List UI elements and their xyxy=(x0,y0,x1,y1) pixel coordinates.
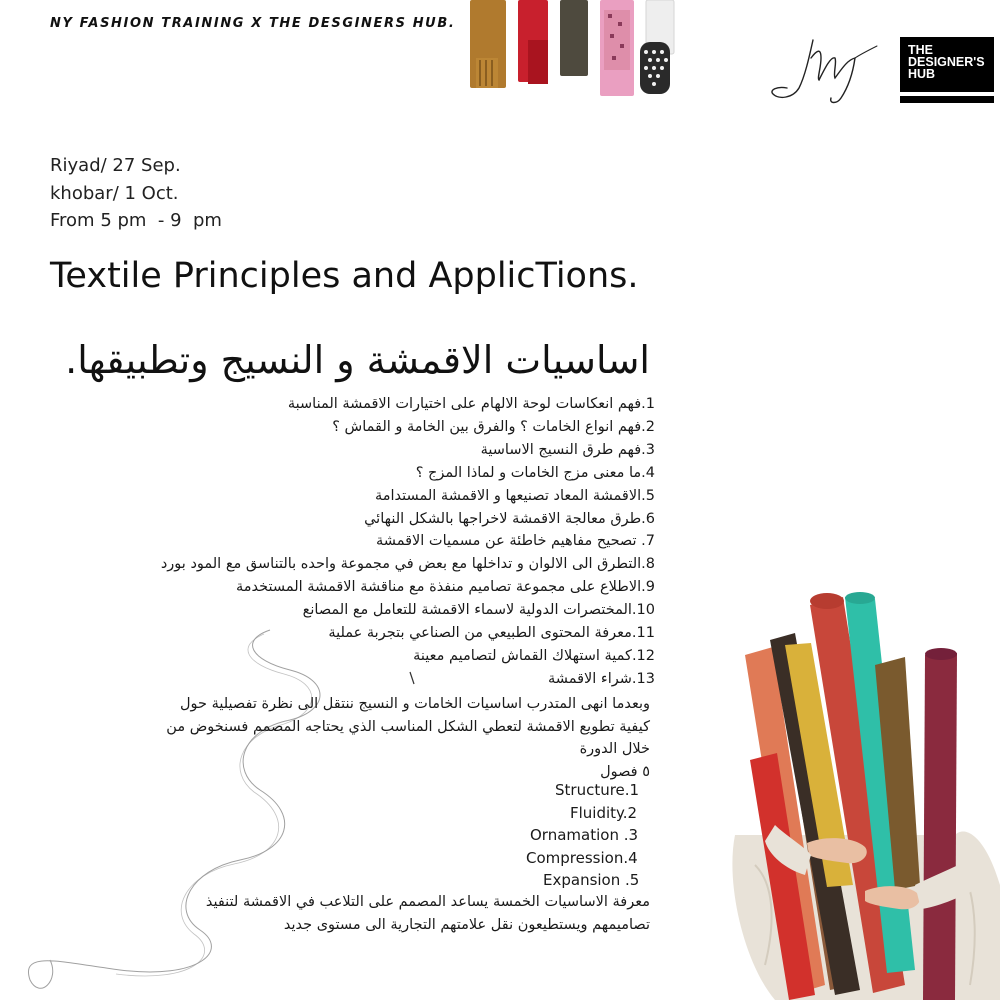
list-item: 9.الاطلاع على مجموعة تصاميم منفذة مع مناقشة الاقمشة المستخدمة xyxy=(236,579,655,596)
course-title-english: Textile Principles and ApplicTions. xyxy=(50,256,639,296)
list-item: 8.التطرق الى الالوان و تداخلها مع بعض في مجموعة واحده بالتناسق مع المود بورد xyxy=(160,556,655,573)
topics-list xyxy=(95,393,655,691)
closing-line: معرفة الاساسيات الخمسة يساعد المصمم على التلاعب في الاقمشة لتنفيذ xyxy=(205,894,650,910)
course-description xyxy=(130,693,650,783)
chapter-item: Fluidity.2 xyxy=(570,804,638,822)
fabric-swatches-image xyxy=(462,0,678,100)
swatch-grey xyxy=(560,0,588,76)
list-item: 5.الاقمشة المعاد تصنيعها و الاقمشة المستدامة xyxy=(374,487,655,504)
paragraph-line: كيفية تطويع الاقمشة لتعطي الشكل المناسب الذي يحتاجه المصمم فسنخوض من xyxy=(166,718,650,735)
event-schedule xyxy=(50,152,222,235)
list-item: 7. تصحيح مفاهيم خاطئة عن مسميات الاقمشة xyxy=(375,533,655,550)
closing-line: تصاميمهم ويستطيعون نقل علامتهم التجارية الى مستوى جديد xyxy=(283,917,650,933)
chapter-item: Ornamation .3 xyxy=(530,826,639,844)
list-item: 13.شراء الاقمشة xyxy=(548,670,655,687)
list-item: 4.ما معنى مزج الخامات و لماذا المزج ؟ xyxy=(415,464,655,481)
list-item: 12.كمية استهلاك القماش لتصاميم معينة xyxy=(413,647,655,664)
event-time: From 5 pm - 9 pm xyxy=(50,210,222,231)
course-title-arabic: اساسيات الاقمشة و النسيج وتطبيقها. xyxy=(65,338,650,382)
chapter-item: Expansion .5 xyxy=(543,871,640,889)
list-item: 2.فهم انواع الخامات ؟ والفرق بين الخامة و القماش ؟ xyxy=(332,418,655,435)
chapters-heading: ٥ فصول xyxy=(600,763,650,780)
paragraph-line: خلال الدورة xyxy=(579,741,650,757)
roll-burgundy xyxy=(923,653,957,1000)
paragraph-line: وبعدما انهى المتدرب اساسيات الخامات و النسيج ننتقل الى نظرة تفصيلية حول xyxy=(180,696,650,712)
chapter-item: Structure.1 xyxy=(555,781,640,799)
fabric-rolls-photo xyxy=(715,585,1000,1000)
list-item: 6.طرق معالجة الاقمشة لاخراجها بالشكل النهائي xyxy=(364,510,655,527)
list-item: 1.فهم انعكاسات لوحة الالهام على اختيارات الاقمشة المناسبة xyxy=(287,396,655,412)
ny-signature-logo xyxy=(765,28,885,108)
event-tagline: NY FASHION TRAINING X THE DESGINERS HUB. xyxy=(50,16,456,31)
list-item: 10.المختصرات الدولية لاسماء الاقمشة للتعامل مع المصانع xyxy=(302,602,655,619)
logo-underline-bar xyxy=(900,96,994,103)
riyadh-date: Riyad/ 27 Sep. xyxy=(50,155,181,176)
chapter-item: Compression.4 xyxy=(526,849,638,867)
list-item: 3.فهم طرق النسيج الاساسية xyxy=(480,441,655,458)
designers-hub-logo: THE DESIGNER'S HUB xyxy=(900,37,994,107)
closing-text xyxy=(150,891,650,937)
khobar-date: khobar/ 1 Oct. xyxy=(50,182,179,204)
list-item: 11.معرفة المحتوى الطبيعي من الصناعي بتجربة عملية xyxy=(328,625,655,642)
